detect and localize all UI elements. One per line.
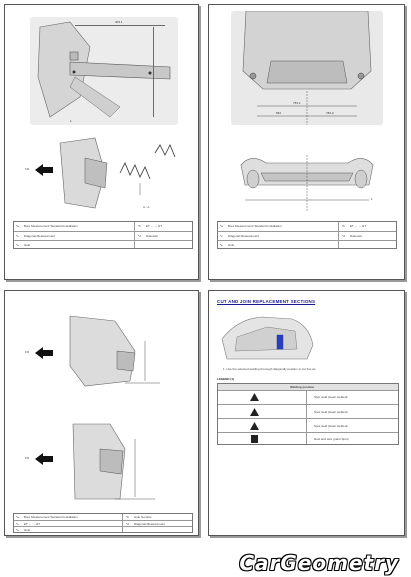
row-num: *a (16, 224, 19, 228)
row-num: *e (16, 528, 19, 532)
rear-view-drawing (231, 145, 383, 213)
dimension-value: 1 (371, 197, 373, 201)
dimension-value: 652 (276, 111, 282, 115)
manual-page-2 (208, 4, 405, 280)
square-symbol-icon (251, 435, 258, 443)
row-num: *e (16, 243, 19, 247)
frame-diagram-bottom (25, 133, 195, 213)
dimension-value: 1 (70, 119, 72, 123)
row-text: Spot weld (lower welded) (314, 395, 348, 399)
body-shell-drawing (217, 309, 317, 363)
row-text: Diagonal Measurement (228, 234, 260, 238)
row-num: *d (138, 234, 141, 238)
table-row (218, 404, 398, 419)
instruction-note: 1. Use the selected welding thorough diagonally position in cut line as (223, 367, 316, 371)
row-text: Bore Measurement Standard Installation (228, 224, 282, 228)
manual-page-3 (4, 290, 199, 536)
manual-page-4 (208, 290, 405, 536)
row-num: *d (126, 522, 129, 526)
dimension-value: 303.1 (115, 20, 123, 24)
warning-triangle-icon (250, 393, 259, 401)
rear-view-diagram (231, 145, 383, 213)
side-panel-diagram-bottom (25, 419, 185, 503)
dimension-value: 753.1 (293, 101, 301, 105)
row-text: Hole (24, 243, 31, 247)
row-num: *c (16, 522, 19, 526)
side-panel-drawing (25, 311, 185, 391)
rear-underbody-diagram (231, 11, 383, 125)
row-text: Bore Measurement Standard Installation (24, 224, 78, 228)
row-text: Spot weld (lower welded) (314, 424, 348, 428)
dimension-line-vertical (153, 27, 154, 117)
row-num: *d (342, 234, 345, 238)
table-row (218, 240, 396, 250)
bracket-drawing (25, 133, 195, 213)
row-text: ET ← → ET (350, 224, 367, 228)
dimension-line-top (75, 25, 165, 26)
row-text: Hole Number (134, 515, 152, 519)
table-row (218, 432, 398, 446)
row-num: *a (16, 515, 19, 519)
side-panel-diagram-top (25, 311, 185, 391)
underbody-drawing (231, 11, 383, 125)
brand-logo: CarGeometry (239, 551, 399, 575)
frame-diagram-top (30, 17, 178, 125)
manual-page-1 (4, 4, 199, 280)
legend-table (217, 221, 397, 249)
row-text: Diagonal Measurement (134, 522, 166, 526)
row-text: Diagonal Measurement (24, 234, 56, 238)
weld-legend-table (217, 383, 399, 445)
table-row (14, 222, 192, 231)
legend-label: LEGEND (1) (217, 377, 235, 381)
legend-table (13, 513, 193, 533)
table-row (218, 418, 398, 433)
header-text: Welding position (290, 385, 315, 389)
warning-triangle-icon (250, 408, 259, 416)
table-row (14, 526, 192, 534)
row-num: *b (138, 224, 141, 228)
row-num: *b (126, 515, 129, 519)
section-title: CUT AND JOIN REPLACEMENT SECTIONS (217, 299, 316, 304)
row-text: Bore Measurement Standard Installation (24, 515, 78, 519)
row-num: *e (220, 243, 223, 247)
row-num: *c (220, 234, 223, 238)
row-text: Diameter (350, 234, 363, 238)
table-row (218, 390, 398, 404)
row-text: Diameter (146, 234, 159, 238)
row-text: ET ← → ET (24, 522, 41, 526)
table-row (14, 240, 192, 250)
body-shell-diagram (217, 309, 317, 363)
direction-label: FR (25, 350, 29, 354)
row-num: *b (342, 224, 345, 228)
legend-table (13, 221, 193, 249)
dimension-value: 784.0 (326, 111, 334, 115)
table-row (218, 222, 396, 231)
section-label: A - A (143, 205, 150, 209)
frame-drawing (30, 17, 178, 125)
row-text: ET ← → ET (146, 224, 163, 228)
row-num: *a (220, 224, 223, 228)
warning-triangle-icon (250, 422, 259, 430)
row-num: *c (16, 234, 19, 238)
row-text: Rust and wire (paint Spot) (314, 437, 349, 441)
row-text: Hole (228, 243, 235, 247)
direction-label: FR (25, 456, 29, 460)
row-text: Spot weld (lower welded) (314, 410, 348, 414)
row-text: Hole (24, 528, 31, 532)
direction-label: FR (25, 167, 29, 171)
pillar-drawing (25, 419, 185, 503)
